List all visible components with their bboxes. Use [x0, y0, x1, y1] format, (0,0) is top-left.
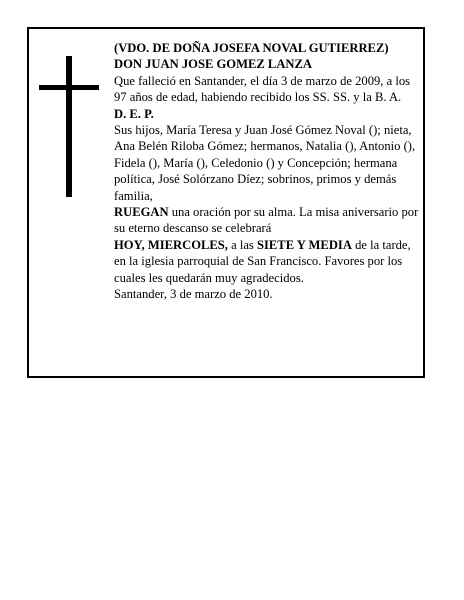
- ruegan-label: RUEGAN: [114, 205, 169, 220]
- cross-horizontal-bar: [39, 85, 99, 90]
- mass-time: SIETE Y MEDIA: [256, 237, 352, 252]
- mass-text-a: a las: [227, 237, 257, 252]
- family-list: Sus hijos, María Teresa y Juan José Gómez Noval (); nieta, Ana Belén Riloba Gómez; hermanos, Natalia (), Antonio (), Fidela (), María (), Celedonio () y Concepción; hermana política, José Solórzano Díez; sobrinos, primos y demás familia,: [114, 123, 416, 203]
- obituary-notice: [27, 27, 425, 378]
- mass-day: HOY, MIERCOLES,: [114, 237, 228, 252]
- cross-icon: [39, 56, 99, 197]
- notice-body: [114, 40, 424, 303]
- dep-line: D. E. P.: [114, 106, 154, 121]
- mass-text-b: de la tarde, en la iglesia parroquial de San Francisco. Favores por los cuales les quedarán muy agradecidos.: [114, 237, 411, 285]
- ruegan-paragraph: [114, 204, 424, 237]
- cross-vertical-bar: [66, 56, 72, 197]
- closing-line: Santander, 3 de marzo de 2010.: [114, 287, 273, 302]
- deceased-name: DON JUAN JOSE GOMEZ LANZA: [114, 57, 313, 72]
- ruegan-text: una oración por su alma. La misa aniversario por su eterno descanso se celebrará: [114, 205, 419, 236]
- mass-details: [114, 237, 424, 286]
- death-statement: Que falleció en Santander, el día 3 de marzo de 2009, a los 97 años de edad, habiendo recibido los SS. SS. y la B. A.: [114, 73, 411, 105]
- widow-header: (VDO. DE DOÑA JOSEFA NOVAL GUTIERREZ): [114, 41, 389, 55]
